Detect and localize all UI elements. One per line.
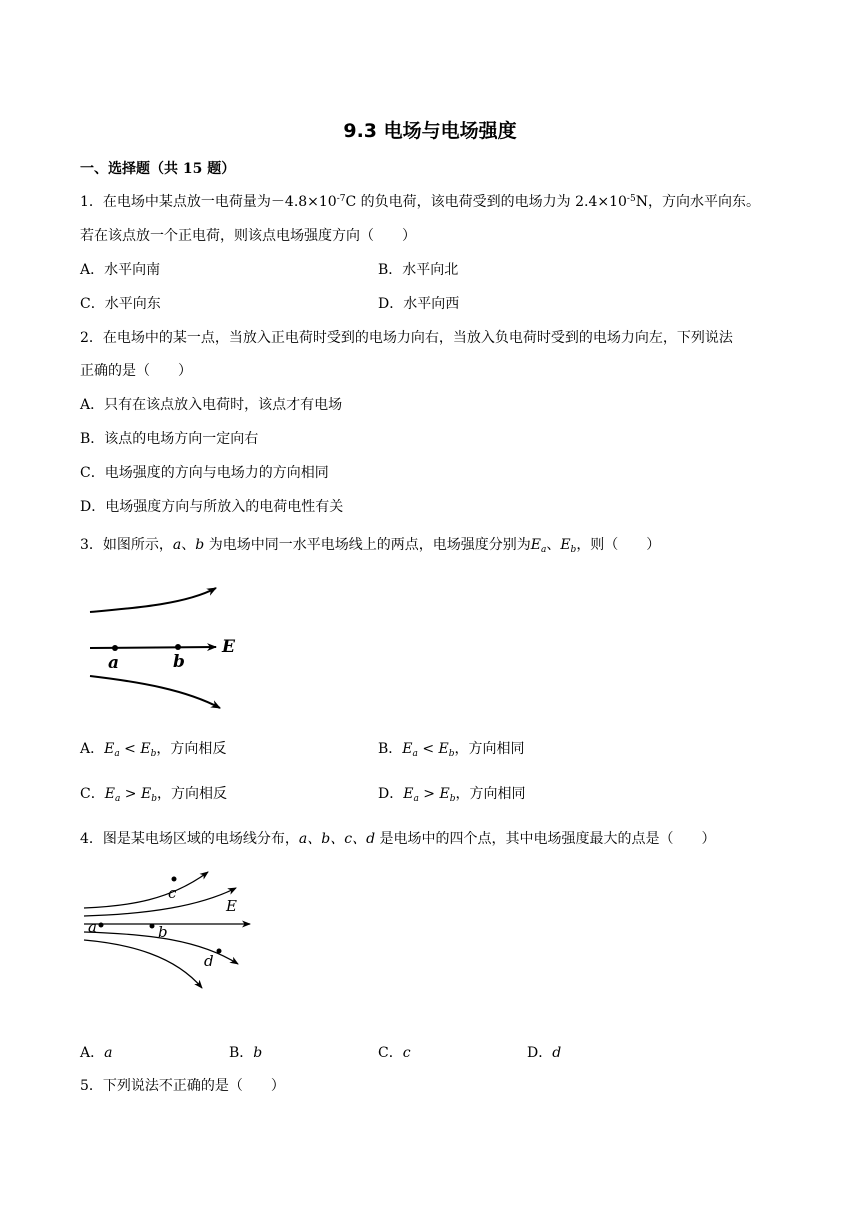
q3-point-b: b — [195, 537, 205, 553]
q3-fig-label-b: b — [173, 652, 185, 672]
q1-option-c[interactable]: C．水平向东 — [80, 296, 161, 312]
page-title: 9.3 电场与电场强度 — [343, 120, 517, 142]
q3-option-d[interactable]: D．$E_a > E_b$，方向相同 — [378, 786, 526, 804]
q4-option-b[interactable]: B．b — [229, 1045, 263, 1061]
q3-upper-field-line — [90, 588, 216, 612]
q4-field-line-figure — [80, 858, 260, 998]
q1-text-b: C 的负电荷，该电荷受到的电场力为 2.4×10 — [345, 194, 627, 210]
q4-option-a[interactable]: A．a — [80, 1045, 113, 1061]
q2-line1: 2．在电场中的某一点，当放入正电荷时受到的电场力向右，当放入负电荷时受到的电场力向左，下列说法 — [80, 330, 733, 346]
q3-fig-label-a: a — [108, 653, 120, 673]
q3-text-a: 3．如图所示， — [80, 537, 173, 553]
q3-point-a: a — [172, 537, 182, 553]
q1-exponent-1: -7 — [336, 194, 346, 204]
q1-option-d[interactable]: D．水平向西 — [378, 296, 460, 312]
q3-option-c[interactable]: C．$E_a > E_b$，方向相反 — [80, 786, 227, 804]
q4-points: a、b、c、d — [298, 831, 376, 847]
q1-line1 — [80, 191, 760, 211]
q4-text-a: 4．图是某电场区域的电场线分布， — [80, 831, 299, 847]
q3-point-b-dot — [175, 644, 181, 650]
q3-fig-label-e: E — [222, 637, 235, 657]
q2-option-d[interactable]: D．电场强度方向与所放入的电荷电性有关 — [80, 499, 344, 515]
q3-option-a[interactable]: A．$E_a < E_b$，方向相反 — [80, 741, 227, 759]
q4-point-b-dot — [150, 924, 155, 929]
q3-separator: 、 — [181, 537, 196, 553]
q4-fig-label-d: d — [204, 952, 214, 970]
q2-option-c[interactable]: C．电场强度的方向与电场力的方向相同 — [80, 465, 329, 481]
q4-field-line-1 — [84, 872, 208, 908]
q2-option-b[interactable]: B．该点的电场方向一定向右 — [80, 431, 259, 447]
q3-field-line-figure — [86, 578, 246, 718]
q4-fig-label-a: a — [88, 918, 97, 936]
q3-middle-field-line — [90, 647, 216, 648]
q1-line2: 若在该点放一个正电荷，则该点电场强度方向（ ） — [80, 228, 416, 244]
q3-lower-field-line — [90, 676, 220, 708]
q4-option-d[interactable]: D．d — [527, 1045, 562, 1061]
q4-fig-label-b: b — [158, 923, 168, 941]
q1-text-c: N，方向水平向东。 — [635, 194, 760, 210]
q2-line2: 正确的是（ ） — [80, 363, 192, 379]
q4-point-a-dot — [99, 923, 104, 928]
q4-text-b: 是电场中的四个点，其中电场强度最大的点是（ ） — [375, 831, 716, 847]
q4-field-line-5 — [84, 940, 202, 988]
q3-text-b: 为电场中同一水平电场线上的两点，电场强度分别为 — [204, 537, 531, 553]
q3-ea: $E_a$ — [530, 537, 547, 555]
q3-point-a-dot — [112, 645, 118, 651]
q4-fig-label-c: c — [168, 884, 177, 902]
q1-text-a: 1．在电场中某点放一电荷量为－4.8×10 — [80, 194, 337, 210]
q1-exponent-2: -5 — [626, 194, 636, 204]
q4-point-d-dot — [217, 949, 222, 954]
q3-text-c: ，则（ ） — [576, 537, 661, 553]
q1-option-a[interactable]: A．水平向南 — [80, 262, 161, 278]
q2-option-a[interactable]: A．只有在该点放入电荷时，该点才有电场 — [80, 397, 343, 413]
q4-field-line-2 — [84, 888, 236, 916]
q4-point-c-dot — [172, 877, 177, 882]
q3-line1: 3．如图所示，a、b 为电场中同一水平电场线上的两点，电场强度分别为$E_a$、$E_b$，则（ ） — [80, 537, 661, 555]
q3-option-b[interactable]: B．$E_a < E_b$，方向相同 — [378, 741, 525, 759]
q5-line1: 5．下列说法不正确的是（ ） — [80, 1078, 285, 1094]
q4-line1 — [80, 828, 716, 848]
q4-fig-label-e: E — [226, 897, 237, 915]
q4-option-c[interactable]: C．c — [378, 1045, 411, 1061]
section-heading: 一、选择题（共 15 题） — [80, 161, 236, 177]
q3-eb: $E_b$ — [560, 537, 577, 555]
q1-option-b[interactable]: B．水平向北 — [378, 262, 459, 278]
